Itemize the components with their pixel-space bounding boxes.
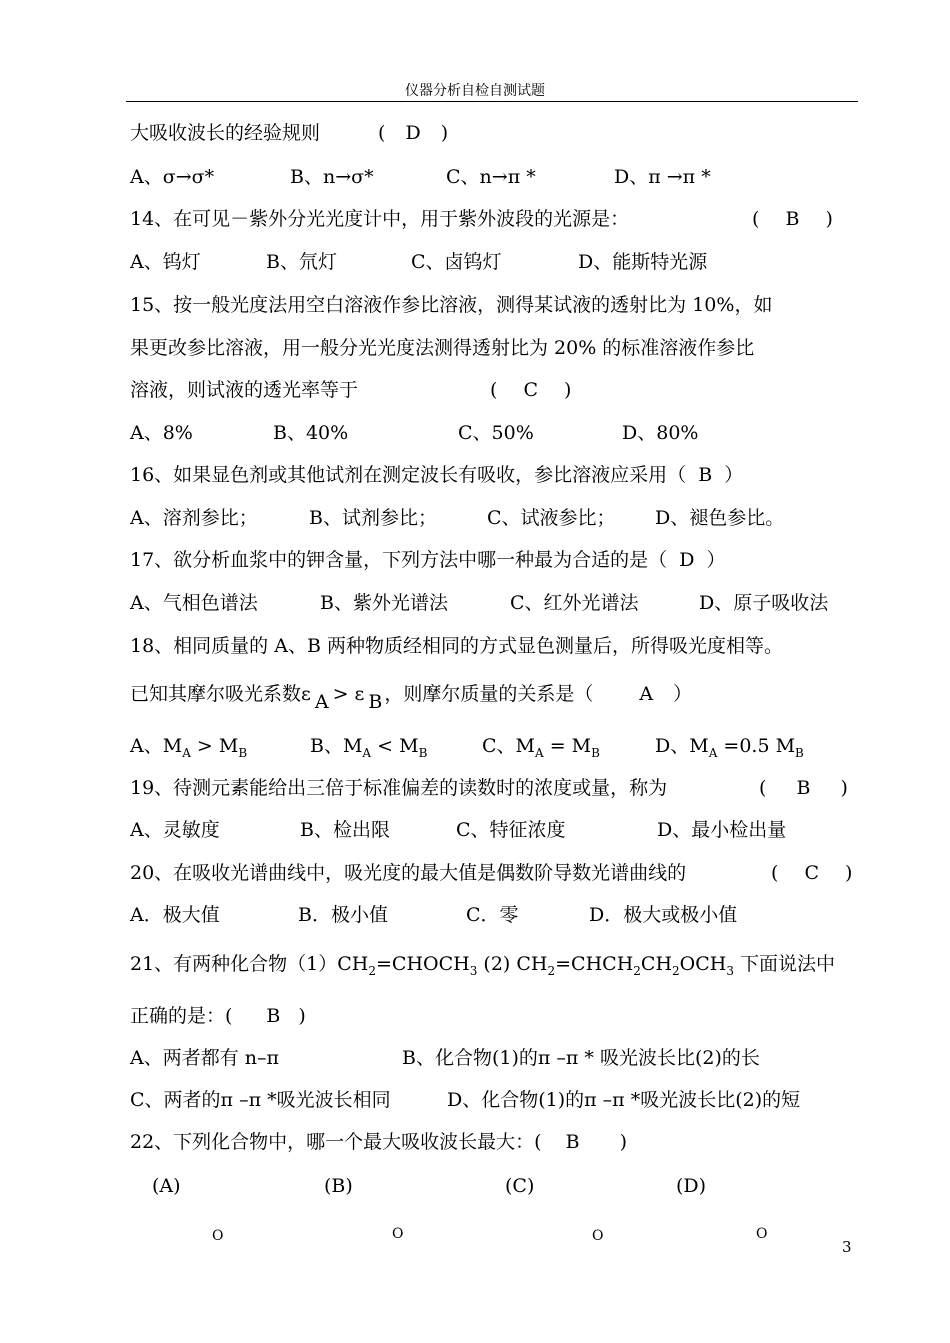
- q15-answer: ( C ): [490, 379, 572, 401]
- header-rule: [126, 101, 858, 102]
- q18-text-c: > ε: [332, 683, 365, 705]
- q22-structure-a-oxygen: O: [212, 1228, 224, 1244]
- q18-eps-a-sub: A: [314, 691, 329, 713]
- q19-option-d: D、最小检出量: [657, 819, 787, 841]
- q18-answer: A: [639, 683, 654, 705]
- q21-stem-line1: 21、有两种化合物$(1)CH_2=CHOCH_3$ (2) $CH_2=CHCH_2CH_2OCH_3$ 下面说法中: [130, 953, 836, 978]
- q19-option-c: C、特征浓度: [456, 819, 566, 841]
- page-number: 3: [842, 1238, 852, 1256]
- q13-option-b: B、n→σ*: [290, 166, 374, 188]
- q22-option-a: (A): [152, 1175, 181, 1197]
- q21-answer: B: [266, 1005, 281, 1027]
- q13-answer: ( D ): [378, 122, 449, 144]
- q20-option-b: B．极小值: [298, 904, 388, 926]
- q19-option-b: B、检出限: [300, 819, 390, 841]
- q17-option-c: C、红外光谱法: [510, 592, 639, 614]
- q17-stem: 17、欲分析血浆中的钾含量，下列方法中哪一种最为合适的是（ D ）: [130, 549, 726, 571]
- q22-stem: 22、下列化合物中，哪一个最大吸收波长最大：( B ): [130, 1131, 627, 1153]
- q14-stem: 14、在可见－紫外分光光度计中，用于紫外波段的光源是：: [130, 208, 630, 230]
- q22-structure-d-oxygen: O: [756, 1226, 768, 1242]
- q22-structure-b-oxygen: O: [392, 1226, 404, 1242]
- q22-structure-c-oxygen: O: [592, 1228, 604, 1244]
- q19-answer: ( B ): [759, 777, 848, 799]
- q16-option-d: D、褪色参比。: [655, 507, 785, 529]
- q20-option-a: A．极大值: [130, 904, 220, 926]
- q13-option-c: C、n→π *: [446, 166, 536, 188]
- q22-option-d: (D): [676, 1175, 707, 1197]
- q14-option-c: C、卤钨灯: [411, 251, 502, 273]
- q18-stem-line1: 18、相同质量的 A、B 两种物质经相同的方式显色测量后，所得吸光度相等。: [130, 635, 783, 657]
- q18-option-b: B、$M_A < M_B$: [310, 735, 428, 760]
- q21-stem-line2: 正确的是：( B ): [130, 1005, 306, 1027]
- page-header: 仪器分析自检自测试题: [405, 83, 545, 99]
- q17-option-b: B、紫外光谱法: [320, 592, 448, 614]
- q22-option-c: (C): [505, 1175, 535, 1197]
- q17-option-a: A、气相色谱法: [130, 592, 258, 614]
- q18-text-a: 已知其摩尔吸光系数ε: [130, 683, 311, 705]
- q21-option-a: A、两者都有 n–π: [130, 1047, 279, 1069]
- q16-option-a: A、溶剂参比；: [130, 507, 258, 529]
- q18-option-d: D、$M_A =0.5$ $M_B$: [655, 735, 804, 760]
- q22-option-b: (B): [324, 1175, 353, 1197]
- q18-option-a: A、$M_A > M_B$: [130, 735, 248, 760]
- q15-option-a: A、8%: [130, 422, 193, 444]
- q18-eps-b-sub: B: [368, 691, 383, 713]
- q18-answer-close: ）: [673, 683, 693, 705]
- q20-stem: 20、在吸收光谱曲线中，吸光度的最大值是偶数阶导数光谱曲线的: [130, 862, 687, 884]
- q21-option-b: B、化合物(1)的π –π * 吸光波长比(2)的长: [402, 1047, 760, 1069]
- q13-stem-tail: 大吸收波长的经验规则: [130, 122, 321, 144]
- q14-option-b: B、氘灯: [266, 251, 337, 273]
- q17-option-d: D、原子吸收法: [699, 592, 829, 614]
- q16-stem: 16、如果显色剂或其他试剂在测定波长有吸收，参比溶液应采用（ B ）: [130, 464, 744, 486]
- q20-option-d: D．极大或极小值: [589, 904, 738, 926]
- q18-option-c: C、$M_A = M_B$: [482, 735, 600, 760]
- q21-option-d: D、化合物(1)的π –π *吸光波长比(2)的短: [447, 1089, 801, 1111]
- q15-option-d: D、80%: [622, 422, 699, 444]
- q20-answer: ( C ): [771, 862, 853, 884]
- q13-option-d: D、π →π *: [614, 166, 711, 188]
- q19-stem: 19、待测元素能给出三倍于标准偏差的读数时的浓度或量，称为: [130, 777, 668, 799]
- q13-option-a: A、σ→σ*: [130, 166, 215, 188]
- q15-stem-line2: 果更改参比溶液，用一般分光光度法测得透射比为 20% 的标准溶液作参比: [130, 337, 755, 359]
- q15-stem-line3: 溶液，则试液的透光率等于: [130, 379, 359, 401]
- q15-option-c: C、50%: [458, 422, 534, 444]
- q15-option-b: B、40%: [273, 422, 349, 444]
- q16-option-b: B、试剂参比；: [309, 507, 437, 529]
- q20-option-c: C．零: [466, 904, 519, 926]
- q16-option-c: C、试液参比；: [487, 507, 616, 529]
- q19-option-a: A、灵敏度: [130, 819, 220, 841]
- q14-answer: ( B ): [752, 208, 833, 230]
- q21-option-c: C、两者的π –π *吸光波长相同: [130, 1089, 391, 1111]
- q18-stem-line2: [130, 682, 693, 713]
- q15-stem-line1: 15、按一般光度法用空白溶液作参比溶液，测得某试液的透射比为 10%，如: [130, 294, 773, 316]
- q18-text-e: ，则摩尔质量的关系是（: [384, 683, 594, 705]
- q14-option-d: D、能斯特光源: [578, 251, 708, 273]
- q22-answer: B: [565, 1131, 580, 1153]
- q14-option-a: A、钨灯: [130, 251, 201, 273]
